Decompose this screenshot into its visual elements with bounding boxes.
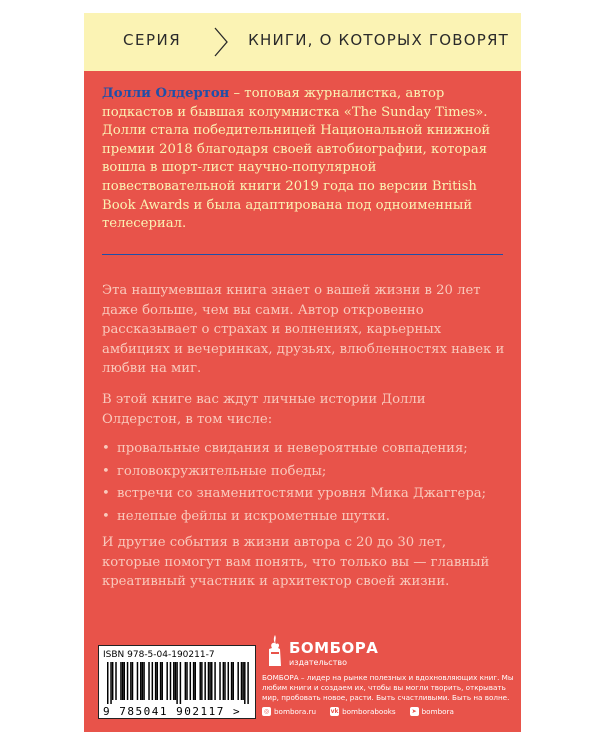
description-paragraph-3: И другие события в жизни автора с 20 до 30 лет, которые помогут вам понять, что только вы — главный креативный участник и архитектор своей жизни. — [102, 535, 490, 590]
description-paragraph-1: Эта нашумевшая книга знает о вашей жизни в 20 лет даже больше, чем вы сами. Автор откровенно рассказывает о страхах и волнениях, карьерных амбициях и вечеринках, друзьях, влюбленностях навек и любви на миг. — [102, 283, 505, 377]
list-item: • головокружительные победы; — [102, 462, 507, 485]
book-back-cover — [84, 13, 521, 732]
isbn-text: ISBN 978-5-04-190211-7 — [103, 650, 215, 660]
vk-icon: vk — [330, 708, 339, 715]
social-links — [262, 707, 520, 716]
instagram-icon: ◎ — [263, 708, 270, 715]
author-bio-text: – топовая журналистка, автор подкастов и бывшая колумнистка «The Sunday Times». Долли стала победительницей Национальной книжной премии 2018 благодаря своей автобиографии, которая вошла в шорт-лист научно-популярной повествовательной книги 2019 года по версии British Book Awards и была адаптирована под одноименный телесериал. — [102, 86, 491, 232]
barcode-digits: 9 785041 902117 > — [103, 705, 242, 718]
list-item: • встречи со знаменитостями уровня Мика Джаггера; — [102, 484, 507, 507]
barcode-block — [98, 645, 256, 719]
series-banner — [84, 13, 521, 71]
social-link-telegram[interactable]: ➤ bombora — [411, 707, 454, 716]
series-name: КНИГИ, О КОТОРЫХ ГОВОРЯТ — [248, 31, 509, 49]
barcode-icon — [107, 662, 249, 704]
publisher-description: БОМБОРА – лидер на рынке полезных и вдохновляющих книг. Мы любим книги и создаем их, чтобы вы могли творить, открывать мир, пробовать новое, расти. Быть счастливыми. Быть на волне. — [262, 673, 514, 702]
bullet-icon: • — [102, 486, 110, 501]
social-link-instagram[interactable]: ◎ bombora.ru — [263, 707, 317, 716]
bullet-icon: • — [102, 441, 110, 456]
highlights-list — [102, 439, 507, 529]
bullet-icon: • — [102, 463, 110, 479]
bullet-icon: • — [102, 508, 110, 524]
telegram-icon: ➤ — [411, 708, 417, 715]
author-bio — [102, 85, 510, 234]
bombora-logo-icon — [262, 633, 288, 669]
social-link-vk[interactable]: vk bomborabooks — [330, 707, 396, 716]
list-item: • нелепые фейлы и искрометные шутки. — [102, 507, 507, 530]
chevron-right-icon — [212, 26, 230, 58]
publisher-subtitle: издательство — [289, 658, 347, 667]
list-item: • провальные свидания и невероятные совпадения; — [102, 439, 507, 462]
author-name: Долли Олдертон — [102, 86, 230, 101]
divider-line — [102, 254, 503, 255]
publisher-name: БОМБОРА — [289, 639, 379, 657]
series-label: СЕРИЯ — [123, 31, 182, 49]
description-paragraph-2: В этой книге вас ждут личные истории Долли Олдерстон, в том числе: — [102, 392, 426, 427]
